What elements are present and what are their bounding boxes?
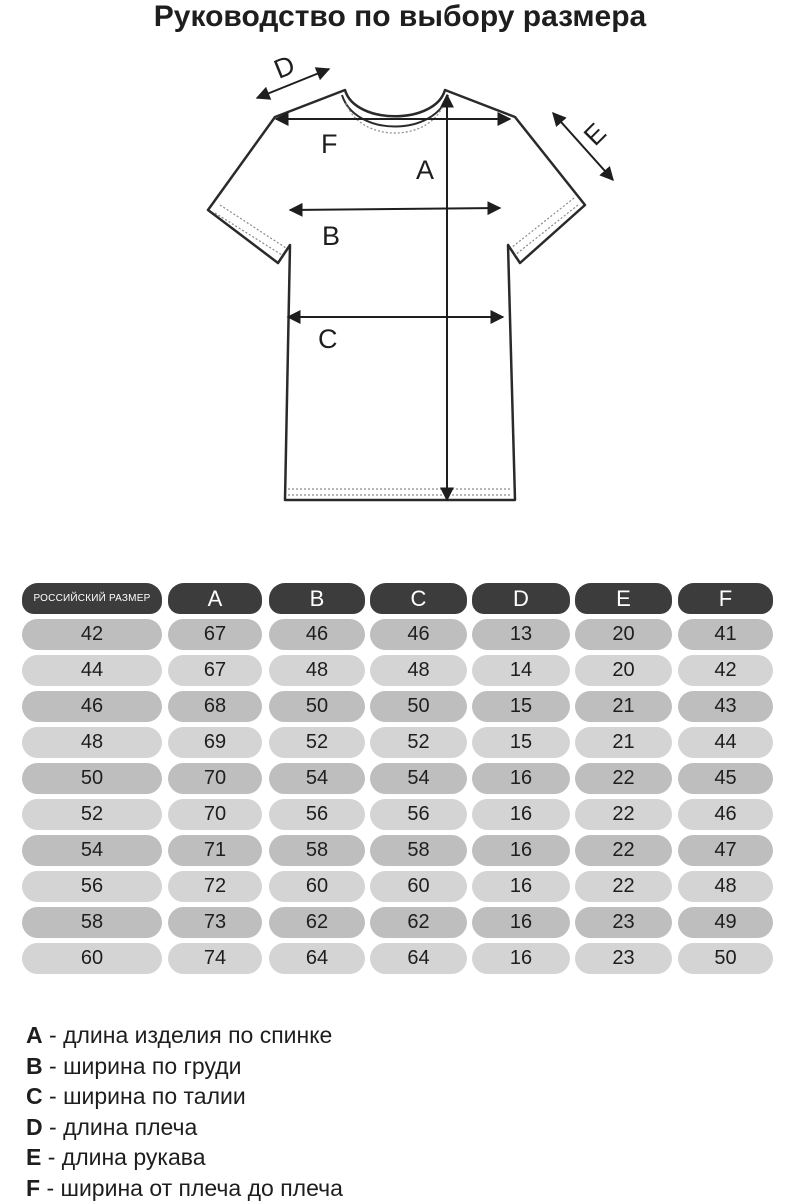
cell-a: 67	[168, 619, 262, 650]
cell-e: 23	[575, 943, 672, 974]
cell-c: 56	[370, 799, 467, 830]
header-cell-b: B	[269, 583, 365, 614]
cell-a: 69	[168, 727, 262, 758]
header-cell-a: A	[168, 583, 262, 614]
tshirt-diagram	[190, 45, 630, 515]
table-row	[22, 727, 782, 763]
cell-f: 45	[678, 763, 773, 794]
cell-e: 22	[575, 835, 672, 866]
cell-c: 58	[370, 835, 467, 866]
cell-d: 16	[472, 799, 570, 830]
cell-b: 54	[269, 763, 365, 794]
cell-c: 48	[370, 655, 467, 686]
cell-d: 15	[472, 691, 570, 722]
cell-c: 52	[370, 727, 467, 758]
cell-size: 54	[22, 835, 162, 866]
page-title: Руководство по выбору размера	[153, 0, 647, 33]
legend-key: A	[26, 1022, 43, 1048]
label-b: B	[322, 221, 341, 251]
cell-e: 23	[575, 907, 672, 938]
cell-b: 48	[269, 655, 365, 686]
cell-a: 67	[168, 655, 262, 686]
table-row	[22, 691, 782, 727]
cell-d: 16	[472, 907, 570, 938]
cell-f: 48	[678, 871, 773, 902]
header-cell-d: D	[472, 583, 570, 614]
legend-key: E	[26, 1144, 42, 1171]
cell-size: 58	[22, 907, 162, 938]
legend-item-d	[26, 1112, 343, 1143]
cell-size: 46	[22, 691, 162, 722]
cell-size: 48	[22, 727, 162, 758]
cell-a: 71	[168, 835, 262, 866]
legend-text: - ширина по груди	[42, 1052, 242, 1079]
cell-b: 56	[269, 799, 365, 830]
cell-b: 62	[269, 907, 365, 938]
label-e: E	[578, 117, 612, 152]
measurement-legend	[26, 1020, 343, 1204]
legend-item-f	[26, 1173, 343, 1204]
label-a: A	[416, 155, 435, 185]
cell-d: 16	[472, 835, 570, 866]
legend-text: - длина рукава	[41, 1144, 206, 1171]
table-row	[22, 763, 782, 799]
cell-size: 52	[22, 799, 162, 830]
cell-e: 21	[575, 691, 672, 722]
cell-a: 74	[168, 943, 262, 974]
cell-a: 68	[168, 691, 262, 722]
cell-e: 22	[575, 871, 672, 902]
cell-c: 54	[370, 763, 467, 794]
cell-e: 22	[575, 799, 672, 830]
legend-key: B	[26, 1052, 43, 1079]
cell-c: 62	[370, 907, 467, 938]
cell-f: 46	[678, 799, 773, 830]
cell-size: 50	[22, 763, 162, 794]
cell-b: 58	[269, 835, 365, 866]
measure-b-arrow	[290, 208, 500, 210]
cell-f: 41	[678, 619, 773, 650]
cell-c: 46	[370, 619, 467, 650]
cell-e: 22	[575, 763, 672, 794]
label-d: D	[269, 49, 300, 85]
header-cell-c: C	[370, 583, 467, 614]
legend-key: C	[26, 1083, 43, 1110]
cell-d: 13	[472, 619, 570, 650]
cell-b: 60	[269, 871, 365, 902]
label-c: C	[318, 324, 338, 354]
cell-c: 50	[370, 691, 467, 722]
cell-size: 42	[22, 619, 162, 650]
legend-key: F	[26, 1174, 41, 1201]
legend-text: - длина плеча	[42, 1113, 198, 1140]
tshirt-outline	[208, 90, 585, 500]
legend-text: - ширина по талии	[42, 1083, 246, 1110]
cell-d: 16	[472, 763, 570, 794]
legend-item-b	[26, 1051, 343, 1082]
cell-d: 15	[472, 727, 570, 758]
cell-size: 44	[22, 655, 162, 686]
legend-item-e	[26, 1142, 343, 1173]
cell-a: 70	[168, 763, 262, 794]
size-table	[22, 583, 782, 979]
legend-item-c	[26, 1081, 343, 1112]
size-table-header	[22, 583, 782, 619]
cell-d: 14	[472, 655, 570, 686]
cell-size: 56	[22, 871, 162, 902]
cell-e: 21	[575, 727, 672, 758]
cell-e: 20	[575, 619, 672, 650]
legend-key: D	[26, 1113, 43, 1140]
cell-b: 50	[269, 691, 365, 722]
label-f: F	[321, 129, 338, 159]
cell-e: 20	[575, 655, 672, 686]
table-row	[22, 943, 782, 979]
cell-f: 44	[678, 727, 773, 758]
table-row	[22, 799, 782, 835]
cell-f: 42	[678, 655, 773, 686]
cell-b: 52	[269, 727, 365, 758]
table-row	[22, 907, 782, 943]
cell-d: 16	[472, 871, 570, 902]
cell-f: 50	[678, 943, 773, 974]
header-cell-f: F	[678, 583, 773, 614]
cell-a: 73	[168, 907, 262, 938]
cell-d: 16	[472, 943, 570, 974]
cell-b: 64	[269, 943, 365, 974]
cell-c: 60	[370, 871, 467, 902]
cell-size: 60	[22, 943, 162, 974]
legend-text: - ширина от плеча до плеча	[40, 1174, 343, 1201]
cell-f: 43	[678, 691, 773, 722]
legend-text: - длина изделия по спинке	[42, 1022, 333, 1048]
header-cell-russian-size: РОССИЙСКИЙ РАЗМЕР	[22, 583, 162, 614]
header-cell-e: E	[575, 583, 672, 614]
cell-b: 46	[269, 619, 365, 650]
cell-c: 64	[370, 943, 467, 974]
cell-f: 47	[678, 835, 773, 866]
table-row	[22, 835, 782, 871]
legend-item-a	[26, 1020, 343, 1051]
table-row	[22, 871, 782, 907]
cell-a: 70	[168, 799, 262, 830]
tshirt-collar	[342, 95, 448, 127]
cell-a: 72	[168, 871, 262, 902]
cell-f: 49	[678, 907, 773, 938]
table-row	[22, 619, 782, 655]
table-row	[22, 655, 782, 691]
